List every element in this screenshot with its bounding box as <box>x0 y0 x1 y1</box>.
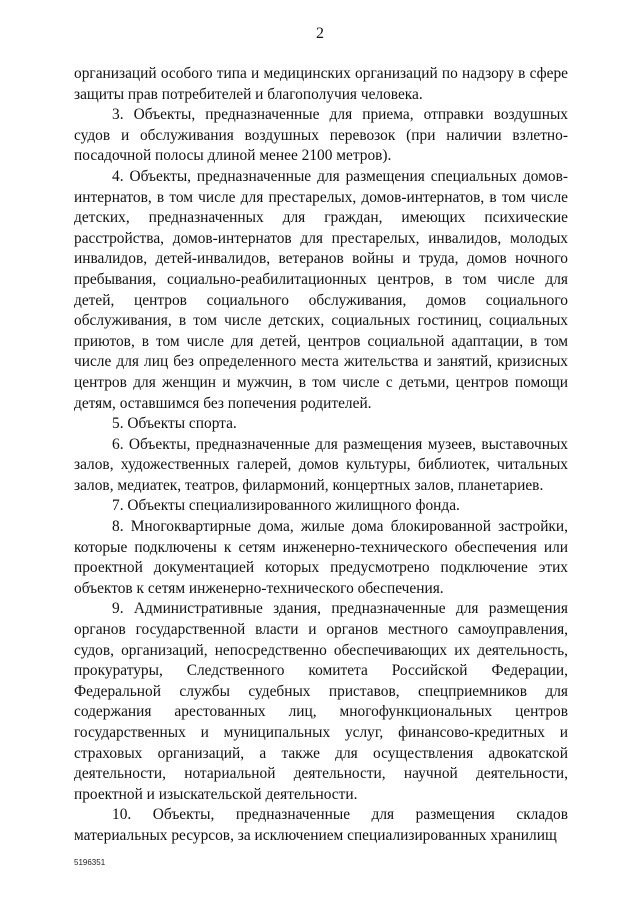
paragraph-item-4: 4. Объекты, предназначенные для размещения специальных домов-интернатов, в том числе для престарелых, домов-интернатов, в том числе детских, предназначенных для граждан, имеющих психические расстройства, домов-интернатов для престарелых, инвалидов, молодых инвалидов, детей-инвалидов, ветеранов войны и труда, домов ночного пребывания, социально-реабилитационных центров, в том числе для детей, центров социального обслуживания, домов социального обслуживания, в том числе детских, социальных гостиниц, социальных приютов, в том числе для детей, центров социальной адаптации, в том числе для лиц без определенного места жительства и занятий, кризисных центров для женщин и мужчин, в том числе с детьми, центров помощи детям, оставшимся без попечения родителей. <box>74 167 568 412</box>
paragraph-item-6: 6. Объекты, предназначенные для размещения музеев, выставочных залов, художественных галерей, домов культуры, библиотек, читальных залов, медиатек, театров, филармоний, концертных залов, планетариев. <box>74 435 568 494</box>
paragraph-item-9: 9. Административные здания, предназначенные для размещения органов государственной власти и органов местного самоуправления, судов, организаций, непосредственно обеспечивающих их деятельность, прокуратуры, Следственного комитета Российской Федерации, Федеральной службы судебных приставов, спецприемников для содержания арестованных лиц, многофункциональных центров государственных и муниципальных услуг, финансово-кредитных и страховых организаций, а также для осуществления адвокатской деятельности, нотариальной деятельности, научной деятельности, проектной и изыскательской деятельности. <box>74 600 568 803</box>
document-code: 5196351 <box>74 858 106 867</box>
paragraph-item-5: 5. Объекты спорта. <box>112 415 237 433</box>
paragraph-item-7: 7. Объекты специализированного жилищного фонда. <box>112 497 460 515</box>
paragraph-item-8: 8. Многоквартирные дома, жилые дома блокированной застройки, которые подключены к сетям инженерно-технического обеспечения или проектной документацией которых предусмотрено подключение этих объектов к сетям инженерно-технического обеспечения. <box>74 518 568 597</box>
document-body <box>74 64 568 847</box>
paragraph-item-3: 3. Объекты, предназначенные для приема, отправки воздушных судов и обслуживания воздушных перевозок (при наличии взлетно-посадочной полосы длиной менее 2100 метров). <box>74 106 568 165</box>
paragraph-continuation: организаций особого типа и медицинских организаций по надзору в сфере защиты прав потребителей и благополучия человека. <box>74 65 568 103</box>
page-number: 2 <box>316 25 324 42</box>
paragraph-item-10: 10. Объекты, предназначенные для размещения складов материальных ресурсов, за исключением специализированных хранилищ <box>74 806 568 844</box>
